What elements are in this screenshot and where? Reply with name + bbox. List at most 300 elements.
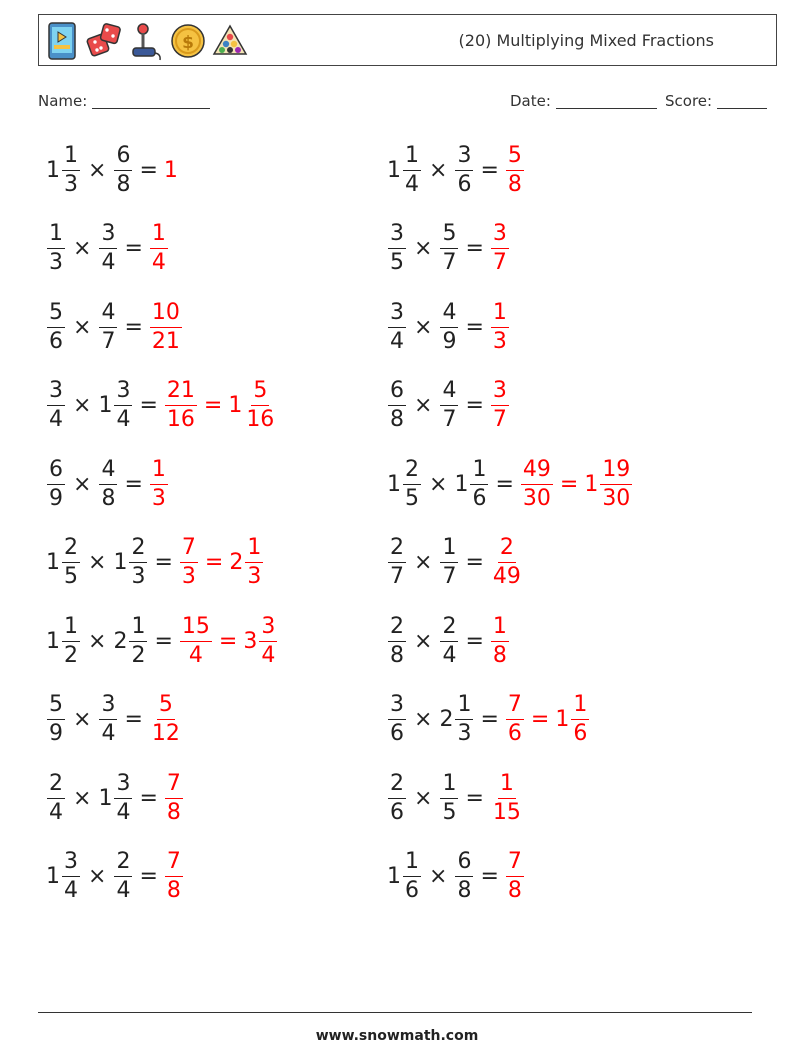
factor-b bbox=[98, 223, 118, 274]
fraction bbox=[165, 770, 183, 825]
numerator: 3 bbox=[99, 223, 117, 249]
denominator: 4 bbox=[261, 642, 276, 668]
fraction bbox=[62, 851, 80, 902]
factor-b bbox=[439, 537, 459, 588]
numerator: 2 bbox=[498, 537, 516, 563]
denominator: 3 bbox=[457, 721, 472, 746]
equals-sign: = bbox=[139, 785, 158, 811]
numerator: 2 bbox=[403, 459, 421, 485]
denominator: 4 bbox=[188, 642, 203, 668]
denominator: 6 bbox=[390, 799, 404, 825]
factor-a bbox=[387, 456, 422, 511]
factor-a bbox=[387, 770, 407, 825]
fraction bbox=[491, 537, 523, 588]
factor-b bbox=[454, 456, 489, 511]
factor-b bbox=[98, 456, 118, 511]
numerator: 3 bbox=[62, 851, 80, 877]
factor-a bbox=[387, 223, 407, 274]
answer bbox=[490, 537, 524, 588]
numerator: 1 bbox=[571, 694, 589, 720]
factor-b bbox=[113, 851, 133, 902]
fraction bbox=[129, 537, 147, 588]
tablet-play-icon bbox=[43, 20, 81, 62]
denominator: 7 bbox=[442, 407, 457, 432]
answer bbox=[520, 456, 633, 511]
denominator: 3 bbox=[181, 564, 196, 589]
numerator: 1 bbox=[403, 145, 421, 171]
fraction bbox=[491, 380, 509, 431]
equals-sign: = bbox=[124, 236, 143, 261]
answer-value bbox=[490, 299, 510, 354]
factor-a bbox=[387, 694, 407, 745]
fraction bbox=[388, 299, 406, 354]
numerator: 6 bbox=[388, 380, 406, 406]
times-sign: × bbox=[414, 393, 433, 418]
numerator: 7 bbox=[506, 851, 524, 877]
equals-sign: = bbox=[480, 707, 499, 732]
denominator: 4 bbox=[116, 878, 131, 903]
equals-sign: = bbox=[480, 157, 499, 183]
factor-b bbox=[439, 770, 459, 825]
fraction bbox=[47, 223, 65, 274]
fraction bbox=[114, 380, 132, 431]
factor-b bbox=[98, 770, 133, 825]
numerator: 21 bbox=[165, 380, 197, 406]
answer bbox=[164, 158, 179, 183]
whole-number: 1 bbox=[584, 471, 599, 497]
times-sign: × bbox=[414, 236, 433, 261]
factor-b bbox=[439, 223, 459, 274]
problem-item bbox=[46, 140, 179, 200]
denominator: 8 bbox=[166, 878, 181, 903]
denominator: 7 bbox=[492, 250, 507, 275]
factor-b bbox=[98, 299, 118, 354]
answer bbox=[490, 223, 510, 274]
denominator: 3 bbox=[131, 564, 146, 589]
numerator: 4 bbox=[99, 302, 117, 328]
gold-coin-icon bbox=[169, 20, 207, 62]
answer bbox=[179, 537, 264, 588]
problem-item bbox=[387, 376, 510, 436]
fraction bbox=[99, 456, 117, 511]
footer-divider bbox=[38, 1012, 752, 1013]
numerator: 1 bbox=[403, 851, 421, 877]
equals-sign: = bbox=[154, 550, 173, 575]
fraction bbox=[99, 694, 117, 745]
times-sign: × bbox=[73, 236, 92, 261]
fraction bbox=[403, 142, 421, 197]
numerator: 2 bbox=[388, 537, 406, 563]
fraction bbox=[47, 380, 65, 431]
fraction bbox=[403, 851, 421, 902]
equals-sign: = bbox=[465, 628, 484, 654]
header-icons bbox=[43, 20, 249, 62]
denominator: 4 bbox=[405, 171, 419, 197]
equals-sign: = bbox=[465, 550, 484, 575]
times-sign: × bbox=[88, 864, 107, 889]
fraction bbox=[600, 456, 632, 511]
denominator: 4 bbox=[64, 878, 78, 903]
denominator: 30 bbox=[602, 485, 631, 511]
fraction bbox=[180, 613, 212, 668]
times-sign: × bbox=[73, 707, 92, 732]
name-field bbox=[38, 92, 210, 110]
billiard-balls-icon bbox=[211, 20, 249, 62]
answer-equals-sign: = bbox=[559, 471, 579, 497]
answer-value bbox=[164, 380, 198, 431]
numerator: 5 bbox=[47, 694, 65, 720]
fraction bbox=[440, 223, 458, 274]
fraction bbox=[491, 299, 509, 354]
numerator: 1 bbox=[440, 773, 458, 799]
factor-a bbox=[387, 537, 407, 588]
whole-number: 1 bbox=[387, 471, 401, 497]
factor-b bbox=[113, 142, 133, 197]
numerator: 3 bbox=[388, 302, 406, 328]
numerator: 1 bbox=[47, 223, 65, 249]
factor-b bbox=[113, 537, 148, 588]
equals-sign: = bbox=[480, 864, 499, 889]
denominator: 8 bbox=[166, 799, 181, 825]
numerator: 5 bbox=[157, 694, 175, 720]
numerator: 4 bbox=[440, 380, 458, 406]
fraction bbox=[165, 851, 183, 902]
numerator: 5 bbox=[251, 380, 269, 406]
fraction bbox=[47, 770, 65, 825]
denominator: 8 bbox=[101, 485, 116, 511]
factor-b bbox=[439, 694, 474, 745]
factor-a bbox=[46, 770, 66, 825]
whole-number: 1 bbox=[98, 393, 113, 418]
factor-a bbox=[46, 380, 66, 431]
name-label: Name: bbox=[38, 92, 88, 110]
denominator: 7 bbox=[442, 564, 457, 589]
denominator: 16 bbox=[166, 407, 195, 432]
fraction bbox=[99, 223, 117, 274]
answer-value bbox=[490, 770, 524, 825]
fraction bbox=[403, 456, 421, 511]
numerator: 1 bbox=[470, 459, 488, 485]
numerator: 1 bbox=[245, 537, 263, 563]
answer bbox=[505, 694, 590, 745]
whole-number: 1 bbox=[387, 864, 401, 889]
denominator: 5 bbox=[390, 250, 404, 275]
whole-number: 3 bbox=[243, 628, 258, 654]
denominator: 4 bbox=[49, 407, 63, 432]
times-sign: × bbox=[414, 785, 433, 811]
denominator: 6 bbox=[457, 171, 472, 197]
equals-sign: = bbox=[465, 314, 484, 340]
score-label: Score: bbox=[665, 92, 713, 110]
times-sign: × bbox=[414, 628, 433, 654]
fraction bbox=[491, 223, 509, 274]
answer-equals-sign: = bbox=[204, 550, 224, 575]
answer-value bbox=[179, 613, 213, 668]
denominator: 4 bbox=[49, 799, 63, 825]
equals-sign: = bbox=[124, 707, 143, 732]
answer bbox=[149, 299, 183, 354]
factor-a bbox=[46, 694, 66, 745]
answer bbox=[490, 613, 510, 668]
fraction bbox=[440, 537, 458, 588]
factor-b bbox=[113, 613, 148, 668]
answer-value bbox=[490, 537, 524, 588]
numerator: 1 bbox=[62, 145, 80, 171]
numerator: 49 bbox=[521, 459, 553, 485]
numerator: 19 bbox=[600, 459, 632, 485]
whole-number: 2 bbox=[229, 550, 244, 575]
fraction bbox=[244, 380, 276, 431]
denominator: 8 bbox=[390, 407, 404, 432]
answer-value bbox=[164, 770, 184, 825]
denominator: 12 bbox=[151, 721, 180, 746]
times-sign: × bbox=[88, 550, 107, 575]
denominator: 5 bbox=[442, 799, 457, 825]
fraction bbox=[388, 223, 406, 274]
numerator: 5 bbox=[506, 145, 524, 171]
denominator: 5 bbox=[405, 485, 419, 511]
numerator: 3 bbox=[388, 223, 406, 249]
denominator: 9 bbox=[49, 721, 63, 746]
problem-item bbox=[387, 768, 524, 828]
numerator: 2 bbox=[388, 773, 406, 799]
factor-a bbox=[46, 142, 81, 197]
fraction bbox=[506, 142, 524, 197]
worksheet-header bbox=[38, 14, 777, 66]
fraction bbox=[455, 142, 473, 197]
fraction bbox=[47, 299, 65, 354]
problem-item bbox=[387, 611, 510, 671]
numerator: 2 bbox=[114, 851, 132, 877]
answer bbox=[164, 770, 184, 825]
denominator: 5 bbox=[64, 564, 78, 589]
equals-sign: = bbox=[465, 393, 484, 418]
fraction bbox=[180, 537, 198, 588]
whole-number: 1 bbox=[555, 707, 570, 732]
whole-number: 1 bbox=[98, 785, 113, 811]
denominator: 4 bbox=[151, 250, 166, 275]
answer bbox=[164, 851, 184, 902]
times-sign: × bbox=[88, 628, 107, 654]
factor-b bbox=[98, 694, 118, 745]
factor-a bbox=[46, 299, 66, 354]
footer-url: www.snowmath.com bbox=[315, 1028, 479, 1044]
numerator: 5 bbox=[47, 302, 65, 328]
answer-value bbox=[229, 537, 264, 588]
answer-value bbox=[228, 380, 277, 431]
factor-b bbox=[439, 299, 459, 354]
equals-sign: = bbox=[124, 314, 143, 340]
problem-item bbox=[46, 847, 184, 907]
denominator: 7 bbox=[492, 407, 507, 432]
answer-value bbox=[505, 142, 525, 197]
denominator: 6 bbox=[573, 721, 588, 746]
factor-b bbox=[454, 142, 474, 197]
denominator: 6 bbox=[49, 328, 63, 354]
equals-sign: = bbox=[495, 471, 514, 497]
denominator: 4 bbox=[116, 799, 131, 825]
fraction bbox=[455, 851, 473, 902]
fraction bbox=[245, 537, 263, 588]
problem-item bbox=[387, 533, 524, 593]
answer-value bbox=[490, 613, 510, 668]
problem-item bbox=[387, 454, 633, 514]
answer bbox=[505, 142, 525, 197]
answer-value bbox=[505, 694, 525, 745]
whole-number: 1 bbox=[46, 157, 60, 183]
denominator: 15 bbox=[492, 799, 521, 825]
denominator: 3 bbox=[49, 250, 63, 275]
numerator: 3 bbox=[491, 223, 509, 249]
answer-value bbox=[149, 299, 183, 354]
times-sign: × bbox=[88, 157, 107, 183]
answer bbox=[164, 380, 277, 431]
answer-value bbox=[490, 223, 510, 274]
problem-item bbox=[46, 297, 183, 357]
times-sign: × bbox=[429, 471, 448, 497]
answer-value bbox=[555, 694, 590, 745]
page-title: (20) Multiplying Mixed Fractions bbox=[458, 31, 714, 50]
equals-sign: = bbox=[139, 864, 158, 889]
whole-number: 1 bbox=[163, 157, 178, 183]
fraction bbox=[129, 613, 147, 668]
denominator: 30 bbox=[522, 485, 551, 511]
denominator: 7 bbox=[442, 250, 457, 275]
answer-value bbox=[584, 456, 633, 511]
denominator: 6 bbox=[405, 878, 419, 903]
factor-a bbox=[46, 613, 81, 668]
times-sign: × bbox=[73, 471, 92, 497]
denominator: 6 bbox=[507, 721, 522, 746]
answer bbox=[505, 851, 525, 902]
numerator: 5 bbox=[440, 223, 458, 249]
fraction bbox=[62, 537, 80, 588]
fraction bbox=[114, 770, 132, 825]
date-blank bbox=[556, 92, 657, 109]
answer bbox=[490, 770, 524, 825]
date-field bbox=[510, 92, 657, 110]
problem-item bbox=[387, 140, 525, 200]
fraction bbox=[47, 456, 65, 511]
denominator: 6 bbox=[472, 485, 487, 511]
denominator: 8 bbox=[457, 878, 472, 903]
answer bbox=[490, 299, 510, 354]
answer-value bbox=[243, 613, 278, 668]
answer-value bbox=[149, 223, 169, 274]
fraction bbox=[150, 694, 182, 745]
denominator: 4 bbox=[101, 250, 116, 275]
numerator: 1 bbox=[498, 773, 516, 799]
whole-number: 2 bbox=[439, 707, 454, 732]
problem-item bbox=[46, 533, 264, 593]
answer bbox=[149, 456, 169, 511]
problem-item bbox=[46, 376, 277, 436]
denominator: 9 bbox=[442, 328, 457, 354]
problem-item bbox=[387, 219, 510, 279]
problem-item bbox=[46, 611, 278, 671]
fraction bbox=[388, 613, 406, 668]
fraction bbox=[521, 456, 553, 511]
problem-item bbox=[387, 690, 590, 750]
fraction bbox=[440, 613, 458, 668]
factor-a bbox=[387, 142, 422, 197]
times-sign: × bbox=[429, 864, 448, 889]
answer-value bbox=[164, 158, 179, 183]
denominator: 8 bbox=[507, 878, 522, 903]
denominator: 7 bbox=[390, 564, 404, 589]
problem-item bbox=[46, 690, 183, 750]
fraction bbox=[150, 299, 182, 354]
whole-number: 1 bbox=[113, 550, 128, 575]
factor-a bbox=[387, 299, 407, 354]
fraction bbox=[470, 456, 488, 511]
problem-item bbox=[46, 768, 184, 828]
numerator: 7 bbox=[180, 537, 198, 563]
denominator: 2 bbox=[131, 642, 146, 668]
numerator: 6 bbox=[455, 851, 473, 877]
answer-value bbox=[149, 694, 183, 745]
denominator: 3 bbox=[247, 564, 262, 589]
numerator: 3 bbox=[114, 380, 132, 406]
numerator: 4 bbox=[440, 302, 458, 328]
whole-number: 1 bbox=[454, 471, 469, 497]
denominator: 8 bbox=[492, 642, 507, 668]
fraction bbox=[506, 851, 524, 902]
fraction bbox=[150, 456, 168, 511]
denominator: 16 bbox=[246, 407, 275, 432]
fraction bbox=[440, 380, 458, 431]
numerator: 7 bbox=[165, 851, 183, 877]
denominator: 6 bbox=[390, 721, 404, 746]
denominator: 7 bbox=[101, 328, 116, 354]
numerator: 3 bbox=[99, 694, 117, 720]
fraction bbox=[388, 770, 406, 825]
denominator: 8 bbox=[390, 642, 404, 668]
answer-value bbox=[520, 456, 554, 511]
fraction bbox=[388, 537, 406, 588]
numerator: 2 bbox=[440, 616, 458, 642]
fraction bbox=[440, 299, 458, 354]
numerator: 3 bbox=[491, 380, 509, 406]
times-sign: × bbox=[414, 550, 433, 575]
denominator: 3 bbox=[492, 328, 507, 354]
factor-a bbox=[46, 851, 81, 902]
problem-item bbox=[387, 297, 510, 357]
whole-number: 2 bbox=[113, 628, 128, 654]
fraction bbox=[165, 380, 197, 431]
numerator: 3 bbox=[259, 616, 277, 642]
whole-number: 1 bbox=[387, 157, 401, 183]
numerator: 1 bbox=[491, 302, 509, 328]
denominator: 8 bbox=[507, 171, 522, 197]
denominator: 49 bbox=[492, 564, 521, 589]
fraction bbox=[440, 770, 458, 825]
problem-item bbox=[46, 219, 169, 279]
fraction bbox=[388, 380, 406, 431]
problem-item bbox=[387, 847, 525, 907]
numerator: 6 bbox=[47, 459, 65, 485]
numerator: 1 bbox=[150, 223, 168, 249]
numerator: 3 bbox=[114, 773, 132, 799]
answer-equals-sign: = bbox=[203, 393, 223, 418]
numerator: 10 bbox=[150, 302, 182, 328]
factor-b bbox=[98, 380, 133, 431]
name-blank bbox=[92, 92, 210, 109]
answer-value bbox=[164, 851, 184, 902]
numerator: 6 bbox=[114, 145, 132, 171]
numerator: 7 bbox=[165, 773, 183, 799]
fraction bbox=[388, 694, 406, 745]
